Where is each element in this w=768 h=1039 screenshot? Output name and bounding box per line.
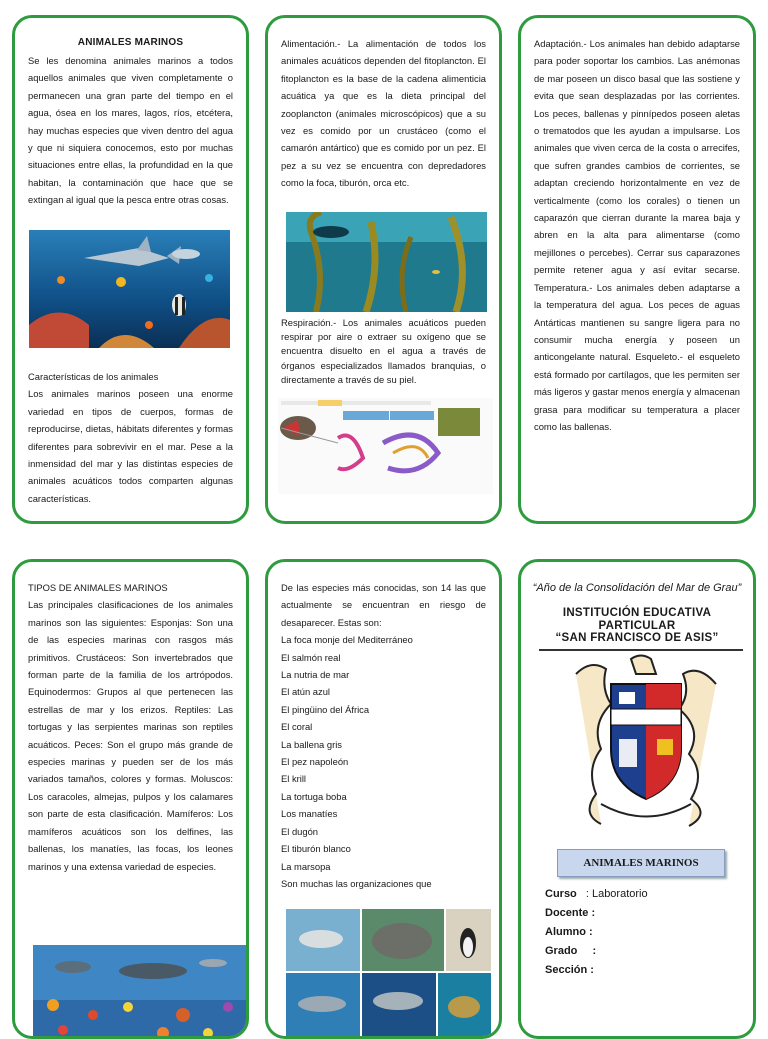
school-name (531, 607, 743, 645)
list-item: El krill (281, 773, 306, 785)
list-item: El coral (281, 721, 313, 733)
food-paragraph: Alimentación.- La alimentación de todos los animales acuáticos dependen del fitoplancton. El fitoplancton es la base de la cadena alimenticia acuática ya que es la dieta principal del zooplancton (animales microscópicos) que a su vez es comido por un crustáceo (como el camarón antártico) que es comido por un pez. El pez a su vez se encuentra con depredadores como la foca, tiburón, orca etc. (281, 38, 486, 189)
field-course-label: Curso (545, 888, 577, 900)
panel-adaptation (518, 15, 756, 524)
field-section (545, 964, 594, 976)
school-crest-logo (571, 654, 721, 834)
field-course-value: : Laboratorio (585, 888, 648, 900)
list-item: El tiburón blanco (281, 843, 351, 855)
field-grade-label: Grado (545, 945, 578, 957)
endangered-species-photos (286, 909, 491, 1039)
intro-paragraph: Se les denomina animales marinos a todos aquellos animales que viven completamente o permanecen una gran parte del tiempo en el agua, ósea en los mares, lagos, ríos, etcétera, hay muchas especies que viven dentro del agua y que ni siquiera conocemos, esto por muchas situaciones entre ellas, la profundidad en la que habitan, la contaminación que hace que se extingan al igual que la pesca entre otras cosas. (28, 55, 233, 206)
school-line-1: INSTITUCIÓN EDUCATIVA (562, 607, 712, 619)
list-item: Los manatíes (281, 808, 338, 820)
page-title: ANIMALES MARINOS (77, 37, 184, 48)
motto: “Año de la Consolidación del Mar de Grau” (532, 582, 742, 594)
list-item: El pingüino del África (281, 703, 370, 715)
field-course (545, 888, 648, 900)
list-item: El dugón (281, 825, 319, 837)
list-item: La nutria de mar (281, 669, 350, 681)
field-section-label: Sección : (545, 964, 594, 976)
field-teacher-label: Docente : (545, 907, 596, 919)
species-list (281, 631, 486, 892)
types-heading: TIPOS DE ANIMALES MARINOS (28, 582, 168, 593)
school-line-3: “SAN FRANCISCO DE ASIS” (555, 632, 719, 644)
school-line-2: PARTICULAR (598, 619, 676, 632)
title-divider (539, 649, 743, 651)
list-item: La marsopa (281, 860, 331, 872)
list-item: El atún azul (281, 686, 330, 698)
field-student (545, 926, 593, 938)
field-grade-value: : (592, 945, 597, 957)
features-paragraph: Los animales marinos poseen una enorme variedad en tipos de cuerpos, formas de reproducirse, dietas, hábitats diferentes y formas diferentes para sobrevivir en el mar. Pese a la inmensidad del mar y las distintas especies de animales acuáticos todos comparten algunas características. (28, 388, 233, 504)
panel-food-breathing (265, 15, 502, 524)
sea-creatures-collage-image (33, 945, 246, 1039)
panel-endangered (265, 559, 502, 1039)
adaptation-paragraph: Adaptación.- Los animales han debido adaptarse para poder soportar los cambios. Las anémonas de mar poseen un disco basal que las sostiene y evita que sean desplazadas por las corrientes. Los peces, ballenas y pinnípedos poseen aletas o trematodos que les ayudan a impulsarse. Los animales que viven cerca de la costa o arrecifes, que sufren grandes cambios de corrientes, se adaptan creciendo horizontalmente en vez de verticalmente (como los corales) o tienen un caparazón que cierran durante la marea baja y abren en la alta para alimentarse (como mejillones o percebes). Cerrar sus caparazones permite retener agua y así evitar secarse. Temperatura.- Los animales deben adaptarse a la temperatura del agua. Los peces de aguas Antárticas mantienen su sangre ligera para no consumir mucha energía y poseen un anticongelante natural. Esqueleto.- el esqueleto está formado por cartílagos, que les permiten ser más ligeros y gastar menos energía y almacenan grasa para modificar su temperatura a placer como las ballenas. (534, 38, 740, 432)
list-item: La tortuga boba (281, 790, 347, 802)
field-grade (545, 945, 596, 957)
list-item: La foca monje del Mediterráneo (281, 634, 413, 646)
panel-intro (12, 15, 249, 524)
breathing-paragraph: Respiración.- Los animales acuáticos pueden respirar por aire o extraer su oxígeno que se encuentra disuelto en el agua a través de órganos especializados llamados branquias, o directamente a través de su piel. (281, 317, 486, 385)
list-item: El salmón real (281, 651, 341, 663)
list-item: El pez napoleón (281, 756, 349, 768)
field-teacher (545, 907, 595, 919)
list-item: Son muchas las organizaciones que (281, 877, 432, 889)
endangered-intro: De las especies más conocidas, son 14 las que actualmente se encuentran en riesgo de desaparecer. Estas son: (281, 582, 486, 628)
panel-types (12, 559, 249, 1039)
types-paragraph: Las principales clasificaciones de los animales marinos son las siguientes: Esponjas: Son una de las especies marinas con rasgos más primitivos. Crustáceos: Son invertebrados que forman parte de la familia de los artrópodos. Equinodermos: Grupos al que pertenecen las estrellas de mar y los erizos. Reptiles: Las tortugas y las serpientes marinas son reptiles acuáticos. Peces: Son el grupo más grande de especies marinas y pueden ser de los más variados tamaños, colores y formas. Moluscos: Los caracoles, almejas, pulpos y los calamares son parte de esta clasificación. Mamíferos: Los mamíferos acuáticos son los delfines, las ballenas, los manatíes, las focas, los leones marinos y una extensa variedad de especies. (28, 599, 233, 872)
panel-cover (518, 559, 756, 1039)
gills-diagram-image (278, 398, 493, 494)
list-item: La ballena gris (281, 738, 342, 750)
kelp-forest-image (286, 212, 487, 312)
subject-badge: ANIMALES MARINOS (557, 849, 725, 877)
field-student-label: Alumno : (545, 926, 593, 938)
ocean-fish-image (29, 230, 230, 348)
features-heading: Características de los animales (28, 371, 159, 382)
